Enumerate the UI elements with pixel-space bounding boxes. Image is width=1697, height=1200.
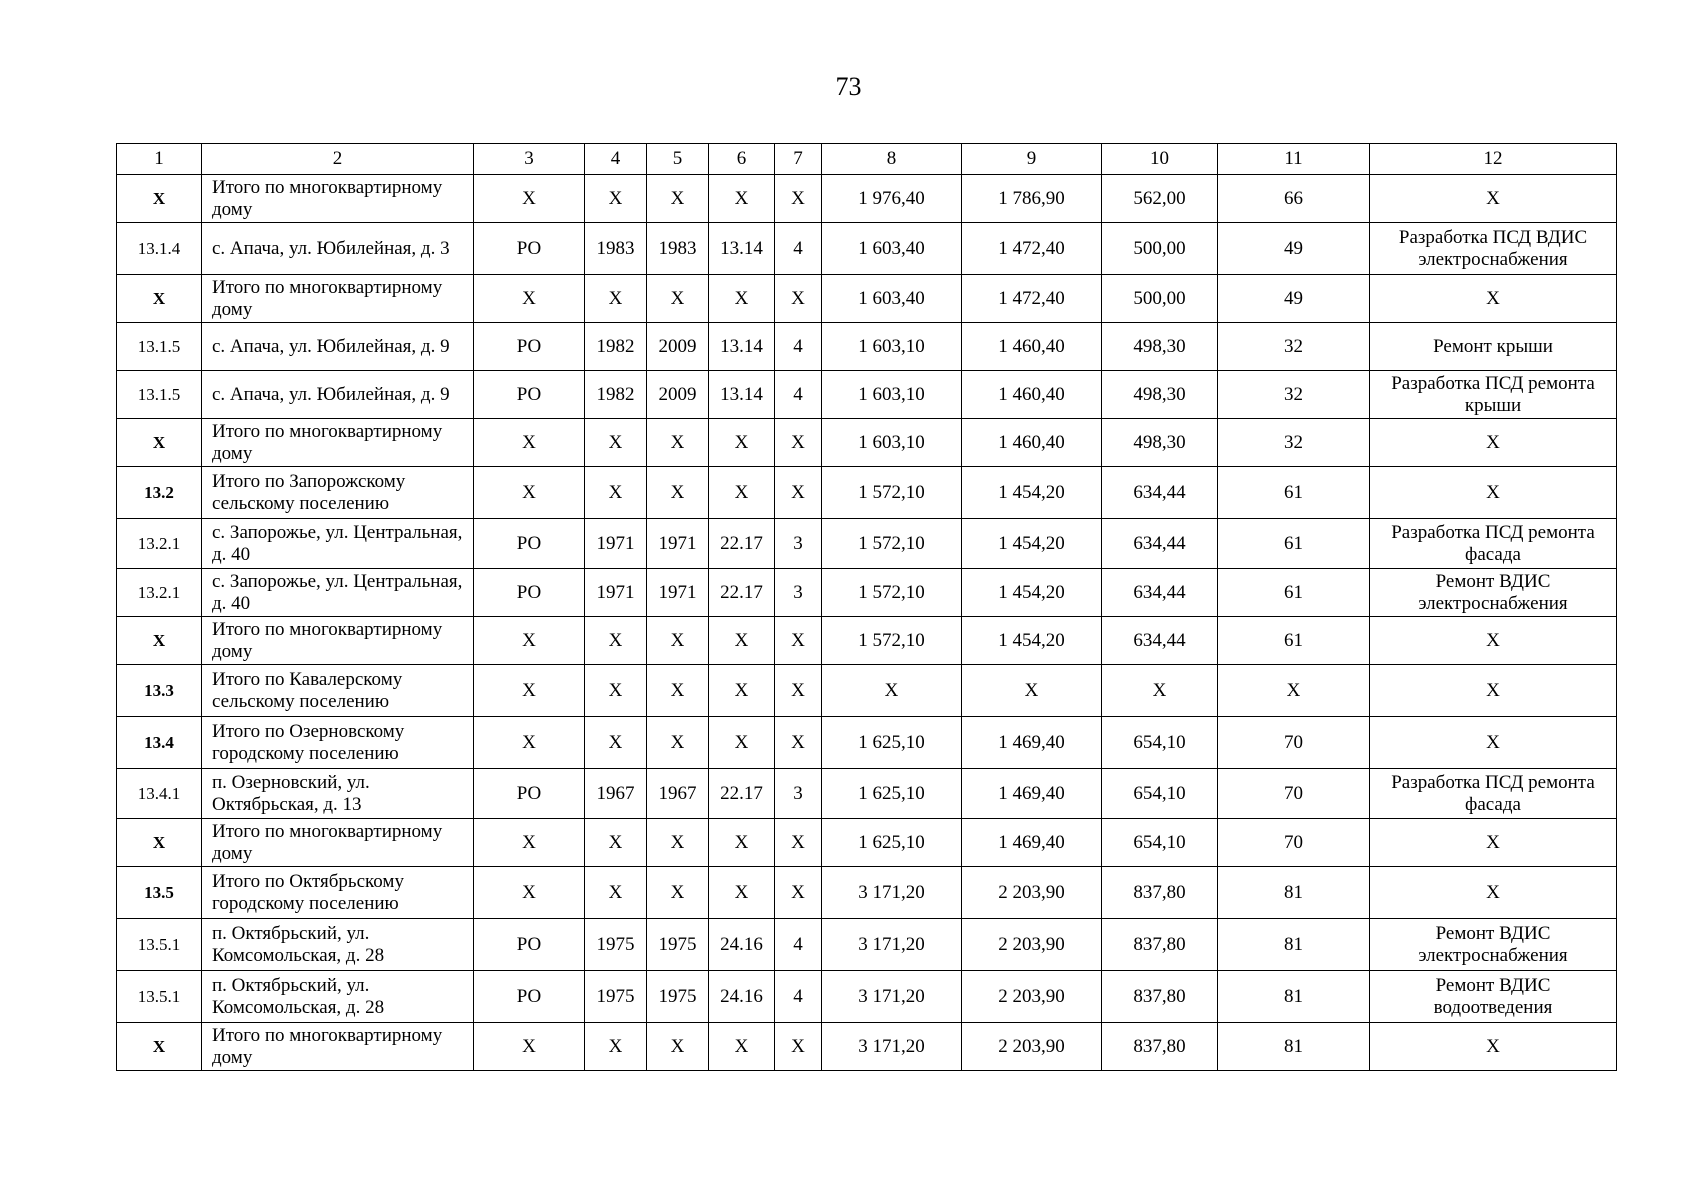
cell-work-type: X (1370, 867, 1617, 919)
cell-area-nonliving: 500,00 (1102, 275, 1218, 323)
cell-address: Итого по Кавалерскому сельскому поселению (202, 665, 474, 717)
cell-area-total: 1 625,10 (822, 769, 962, 819)
cell-ownership: РО (474, 371, 585, 419)
cell-area-total: 1 572,10 (822, 519, 962, 569)
cell-area-total: 3 171,20 (822, 867, 962, 919)
cell-item-number: 13.5 (117, 867, 202, 919)
cell-ownership: РО (474, 323, 585, 371)
cell-residents: X (1218, 665, 1370, 717)
cell-area-nonliving: 498,30 (1102, 323, 1218, 371)
cell-item-number: X (117, 1023, 202, 1071)
cell-area-nonliving: 654,10 (1102, 819, 1218, 867)
cell-residents: 49 (1218, 275, 1370, 323)
cell-work-type: Ремонт ВДИС водоотведения (1370, 971, 1617, 1023)
cell-address: Итого по многоквартирному дому (202, 175, 474, 223)
cell-area-total: 1 572,10 (822, 569, 962, 617)
cell-ownership: РО (474, 919, 585, 971)
cell-year-repair: X (647, 275, 709, 323)
table-row (117, 919, 1617, 971)
cell-year-repair: 1983 (647, 223, 709, 275)
column-number-header: 9 (962, 144, 1102, 175)
cell-code: X (709, 467, 775, 519)
cell-year-built: 1975 (585, 971, 647, 1023)
cell-item-number: 13.1.5 (117, 371, 202, 419)
cell-area-living: 1 469,40 (962, 769, 1102, 819)
cell-residents: 61 (1218, 467, 1370, 519)
cell-area-nonliving: 837,80 (1102, 1023, 1218, 1071)
cell-ownership: РО (474, 769, 585, 819)
cell-year-repair: 2009 (647, 371, 709, 419)
cell-year-built: X (585, 419, 647, 467)
cell-address: п. Октябрьский, ул. Комсомольская, д. 28 (202, 971, 474, 1023)
cell-ownership: X (474, 665, 585, 717)
cell-residents: 70 (1218, 717, 1370, 769)
cell-floors: X (775, 717, 822, 769)
cell-area-total: X (822, 665, 962, 717)
cell-year-built: X (585, 1023, 647, 1071)
cell-work-type: Разработка ПСД ВДИС электроснабжения (1370, 223, 1617, 275)
cell-floors: X (775, 467, 822, 519)
cell-year-built: 1982 (585, 323, 647, 371)
cell-code: X (709, 1023, 775, 1071)
cell-area-nonliving: 837,80 (1102, 971, 1218, 1023)
cell-item-number: X (117, 617, 202, 665)
cell-year-built: X (585, 867, 647, 919)
cell-item-number: 13.1.4 (117, 223, 202, 275)
cell-item-number: 13.3 (117, 665, 202, 717)
cell-residents: 49 (1218, 223, 1370, 275)
cell-work-type: X (1370, 665, 1617, 717)
cell-residents: 81 (1218, 919, 1370, 971)
cell-ownership: X (474, 617, 585, 665)
column-number-row (117, 144, 1617, 175)
table-summary-row (117, 175, 1617, 223)
cell-year-built: 1975 (585, 919, 647, 971)
cell-area-total: 3 171,20 (822, 971, 962, 1023)
cell-floors: 3 (775, 769, 822, 819)
cell-area-living: 1 460,40 (962, 323, 1102, 371)
cell-area-nonliving: 837,80 (1102, 867, 1218, 919)
table-row (117, 371, 1617, 419)
cell-ownership: РО (474, 223, 585, 275)
cell-area-living: 1 454,20 (962, 569, 1102, 617)
cell-year-repair: 1971 (647, 569, 709, 617)
cell-code: X (709, 665, 775, 717)
cell-year-repair: X (647, 175, 709, 223)
cell-item-number: 13.2.1 (117, 569, 202, 617)
column-number-header: 5 (647, 144, 709, 175)
cell-item-number: 13.5.1 (117, 971, 202, 1023)
cell-residents: 81 (1218, 867, 1370, 919)
cell-floors: 4 (775, 919, 822, 971)
table-row (117, 519, 1617, 569)
cell-floors: X (775, 665, 822, 717)
cell-code: 24.16 (709, 971, 775, 1023)
cell-residents: 32 (1218, 371, 1370, 419)
cell-area-living: 2 203,90 (962, 919, 1102, 971)
cell-area-living: 1 454,20 (962, 467, 1102, 519)
table-summary-row (117, 665, 1617, 717)
cell-work-type: X (1370, 617, 1617, 665)
cell-year-repair: X (647, 665, 709, 717)
table-summary-row (117, 419, 1617, 467)
cell-item-number: X (117, 419, 202, 467)
cell-year-built: X (585, 175, 647, 223)
cell-address: Итого по многоквартирному дому (202, 617, 474, 665)
cell-area-living: 1 460,40 (962, 371, 1102, 419)
cell-address: Итого по Озерновскому городскому поселению (202, 717, 474, 769)
cell-year-repair: X (647, 617, 709, 665)
cell-address: Итого по многоквартирному дому (202, 419, 474, 467)
cell-address: с. Апача, ул. Юбилейная, д. 9 (202, 371, 474, 419)
cell-code: 13.14 (709, 371, 775, 419)
cell-area-nonliving: 634,44 (1102, 569, 1218, 617)
cell-code: X (709, 867, 775, 919)
cell-code: 22.17 (709, 569, 775, 617)
cell-address: с. Апача, ул. Юбилейная, д. 9 (202, 323, 474, 371)
cell-year-repair: 1971 (647, 519, 709, 569)
cell-residents: 70 (1218, 769, 1370, 819)
cell-ownership: X (474, 1023, 585, 1071)
table-body (117, 144, 1617, 1071)
cell-year-built: 1971 (585, 519, 647, 569)
cell-area-nonliving: 634,44 (1102, 467, 1218, 519)
cell-floors: 3 (775, 519, 822, 569)
cell-item-number: 13.2.1 (117, 519, 202, 569)
cell-year-built: 1967 (585, 769, 647, 819)
cell-year-repair: X (647, 1023, 709, 1071)
cell-code: X (709, 275, 775, 323)
cell-area-nonliving: 634,44 (1102, 617, 1218, 665)
table-summary-row (117, 617, 1617, 665)
column-number-header: 3 (474, 144, 585, 175)
cell-year-repair: 1967 (647, 769, 709, 819)
cell-area-nonliving: 654,10 (1102, 717, 1218, 769)
cell-area-living: 2 203,90 (962, 867, 1102, 919)
cell-year-repair: X (647, 467, 709, 519)
cell-floors: X (775, 1023, 822, 1071)
column-number-header: 6 (709, 144, 775, 175)
cell-year-built: X (585, 665, 647, 717)
column-number-header: 2 (202, 144, 474, 175)
cell-item-number: 13.4.1 (117, 769, 202, 819)
cell-area-total: 1 976,40 (822, 175, 962, 223)
cell-year-repair: X (647, 819, 709, 867)
cell-residents: 61 (1218, 519, 1370, 569)
cell-address: Итого по многоквартирному дому (202, 819, 474, 867)
cell-code: 22.17 (709, 519, 775, 569)
cell-code: X (709, 419, 775, 467)
cell-area-nonliving: 837,80 (1102, 919, 1218, 971)
cell-address: п. Октябрьский, ул. Комсомольская, д. 28 (202, 919, 474, 971)
page-number: 73 (835, 72, 862, 101)
cell-area-living: 1 786,90 (962, 175, 1102, 223)
cell-residents: 32 (1218, 419, 1370, 467)
cell-ownership: X (474, 419, 585, 467)
cell-area-total: 1 603,40 (822, 275, 962, 323)
cell-floors: X (775, 819, 822, 867)
column-number-header: 7 (775, 144, 822, 175)
cell-residents: 81 (1218, 971, 1370, 1023)
column-number-header: 12 (1370, 144, 1617, 175)
cell-address: Итого по многоквартирному дому (202, 1023, 474, 1071)
cell-ownership: РО (474, 569, 585, 617)
cell-work-type: X (1370, 467, 1617, 519)
cell-work-type: Разработка ПСД ремонта крыши (1370, 371, 1617, 419)
cell-ownership: X (474, 467, 585, 519)
cell-residents: 61 (1218, 569, 1370, 617)
cell-address: Итого по Запорожскому сельскому поселению (202, 467, 474, 519)
table-summary-row (117, 275, 1617, 323)
cell-code: X (709, 717, 775, 769)
cell-year-repair: 1975 (647, 971, 709, 1023)
cell-address: Итого по Октябрьскому городскому поселению (202, 867, 474, 919)
cell-address: с. Апача, ул. Юбилейная, д. 3 (202, 223, 474, 275)
cell-year-built: 1982 (585, 371, 647, 419)
cell-area-total: 1 572,10 (822, 617, 962, 665)
cell-code: X (709, 175, 775, 223)
cell-area-total: 1 603,10 (822, 419, 962, 467)
cell-year-repair: 2009 (647, 323, 709, 371)
column-number-header: 8 (822, 144, 962, 175)
cell-area-living: 1 454,20 (962, 617, 1102, 665)
cell-ownership: X (474, 717, 585, 769)
cell-code: 24.16 (709, 919, 775, 971)
cell-floors: X (775, 419, 822, 467)
cell-address: Итого по многоквартирному дому (202, 275, 474, 323)
cell-area-nonliving: 498,30 (1102, 419, 1218, 467)
cell-year-repair: X (647, 867, 709, 919)
cell-area-nonliving: 500,00 (1102, 223, 1218, 275)
cell-area-total: 1 625,10 (822, 819, 962, 867)
cell-area-living: 1 469,40 (962, 819, 1102, 867)
cell-item-number: 13.4 (117, 717, 202, 769)
cell-area-total: 1 625,10 (822, 717, 962, 769)
cell-year-repair: X (647, 717, 709, 769)
cell-year-built: X (585, 717, 647, 769)
cell-area-total: 1 572,10 (822, 467, 962, 519)
cell-area-total: 3 171,20 (822, 919, 962, 971)
cell-area-living: X (962, 665, 1102, 717)
table-row (117, 971, 1617, 1023)
cell-floors: 4 (775, 323, 822, 371)
table-row (117, 569, 1617, 617)
cell-area-nonliving: X (1102, 665, 1218, 717)
table-summary-row (117, 467, 1617, 519)
cell-code: X (709, 617, 775, 665)
cell-work-type: X (1370, 175, 1617, 223)
cell-year-built: 1983 (585, 223, 647, 275)
cell-area-total: 1 603,10 (822, 323, 962, 371)
column-number-header: 1 (117, 144, 202, 175)
cell-work-type: Разработка ПСД ремонта фасада (1370, 519, 1617, 569)
cell-residents: 61 (1218, 617, 1370, 665)
cell-work-type: X (1370, 1023, 1617, 1071)
cell-floors: 4 (775, 223, 822, 275)
cell-area-nonliving: 498,30 (1102, 371, 1218, 419)
cell-work-type: X (1370, 717, 1617, 769)
cell-floors: 4 (775, 371, 822, 419)
housing-repair-table (116, 143, 1617, 1071)
cell-item-number: X (117, 275, 202, 323)
cell-area-nonliving: 634,44 (1102, 519, 1218, 569)
table-summary-row (117, 867, 1617, 919)
cell-address: п. Озерновский, ул. Октябрьская, д. 13 (202, 769, 474, 819)
cell-work-type: Ремонт ВДИС электроснабжения (1370, 569, 1617, 617)
cell-work-type: X (1370, 275, 1617, 323)
cell-code: 13.14 (709, 323, 775, 371)
cell-item-number: 13.2 (117, 467, 202, 519)
cell-ownership: X (474, 275, 585, 323)
cell-work-type: Ремонт крыши (1370, 323, 1617, 371)
table-summary-row (117, 819, 1617, 867)
cell-code: 22.17 (709, 769, 775, 819)
cell-area-total: 1 603,40 (822, 223, 962, 275)
cell-work-type: X (1370, 419, 1617, 467)
cell-floors: X (775, 175, 822, 223)
cell-address: с. Запорожье, ул. Центральная, д. 40 (202, 569, 474, 617)
column-number-header: 4 (585, 144, 647, 175)
cell-work-type: Разработка ПСД ремонта фасада (1370, 769, 1617, 819)
cell-floors: 3 (775, 569, 822, 617)
cell-year-built: X (585, 467, 647, 519)
cell-residents: 32 (1218, 323, 1370, 371)
cell-item-number: 13.5.1 (117, 919, 202, 971)
cell-item-number: 13.1.5 (117, 323, 202, 371)
cell-ownership: РО (474, 519, 585, 569)
cell-area-living: 1 472,40 (962, 223, 1102, 275)
cell-residents: 81 (1218, 1023, 1370, 1071)
cell-year-repair: 1975 (647, 919, 709, 971)
cell-item-number: X (117, 175, 202, 223)
cell-floors: X (775, 617, 822, 665)
cell-area-total: 1 603,10 (822, 371, 962, 419)
cell-area-living: 2 203,90 (962, 1023, 1102, 1071)
cell-area-living: 1 472,40 (962, 275, 1102, 323)
cell-residents: 66 (1218, 175, 1370, 223)
cell-area-living: 1 469,40 (962, 717, 1102, 769)
cell-area-nonliving: 654,10 (1102, 769, 1218, 819)
cell-floors: X (775, 867, 822, 919)
table-summary-row (117, 717, 1617, 769)
cell-area-living: 1 460,40 (962, 419, 1102, 467)
cell-ownership: X (474, 867, 585, 919)
cell-floors: 4 (775, 971, 822, 1023)
table-row (117, 769, 1617, 819)
cell-area-living: 2 203,90 (962, 971, 1102, 1023)
cell-year-built: X (585, 617, 647, 665)
cell-ownership: X (474, 175, 585, 223)
cell-year-repair: X (647, 419, 709, 467)
cell-area-living: 1 454,20 (962, 519, 1102, 569)
cell-residents: 70 (1218, 819, 1370, 867)
cell-address: с. Запорожье, ул. Центральная, д. 40 (202, 519, 474, 569)
column-number-header: 10 (1102, 144, 1218, 175)
cell-work-type: Ремонт ВДИС электроснабжения (1370, 919, 1617, 971)
cell-work-type: X (1370, 819, 1617, 867)
cell-code: 13.14 (709, 223, 775, 275)
cell-floors: X (775, 275, 822, 323)
cell-code: X (709, 819, 775, 867)
cell-area-total: 3 171,20 (822, 1023, 962, 1071)
cell-ownership: РО (474, 971, 585, 1023)
cell-area-nonliving: 562,00 (1102, 175, 1218, 223)
table-summary-row (117, 1023, 1617, 1071)
cell-ownership: X (474, 819, 585, 867)
cell-year-built: 1971 (585, 569, 647, 617)
column-number-header: 11 (1218, 144, 1370, 175)
cell-year-built: X (585, 275, 647, 323)
cell-year-built: X (585, 819, 647, 867)
cell-item-number: X (117, 819, 202, 867)
table-row (117, 223, 1617, 275)
table-row (117, 323, 1617, 371)
